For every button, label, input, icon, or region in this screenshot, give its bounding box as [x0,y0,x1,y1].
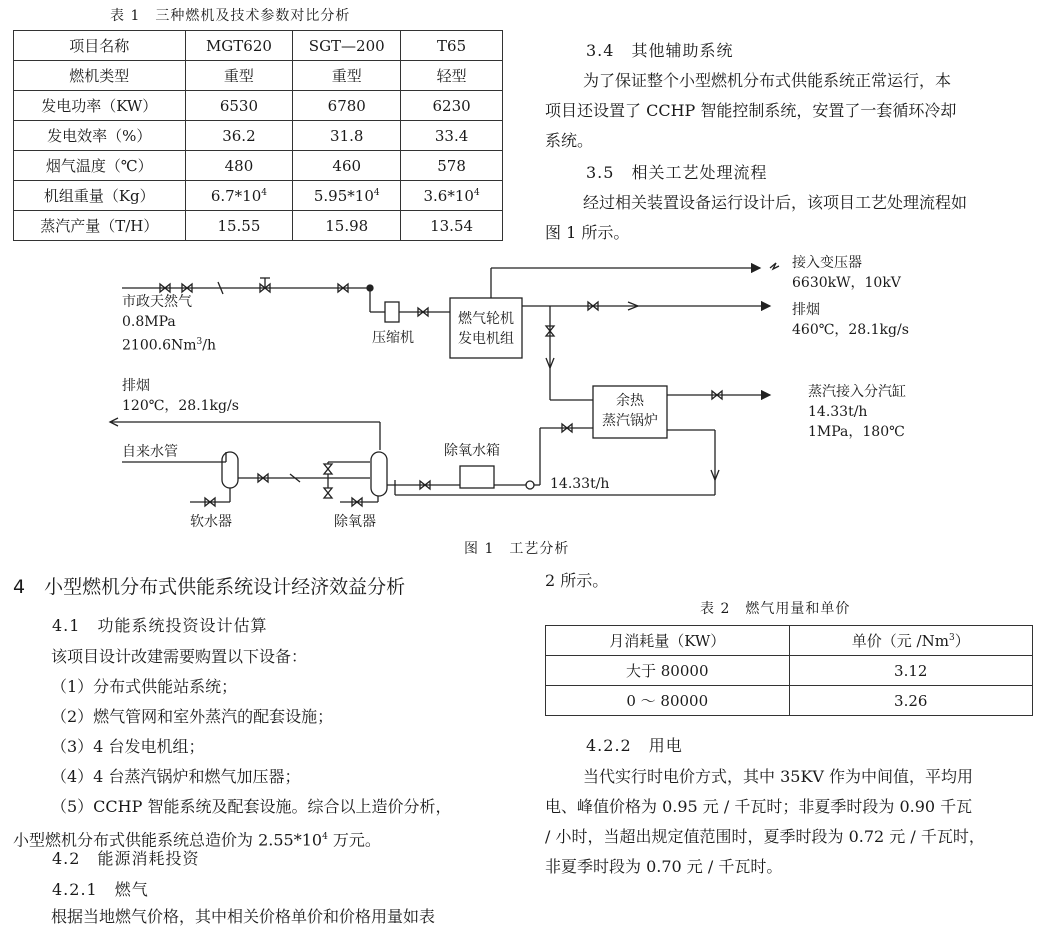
table1-header: MGT620 [185,31,293,61]
table-row [14,151,503,181]
pump-symbol [526,481,534,489]
list-item: （4）4 台蒸汽锅炉和燃气加压器； [51,767,301,786]
softener-label: 软水器 [190,514,232,530]
lightning-icon [770,263,779,269]
table-cell: 轻型 [401,61,503,91]
section-4-heading: 4 小型燃机分布式供能系统设计经济效益分析 [13,576,406,598]
table-cell: 13.54 [401,211,503,241]
table-cell: 重型 [293,61,401,91]
table1-header: 项目名称 [14,31,186,61]
table2-caption: 表 2 燃气用量和单价 [700,601,851,617]
figure-caption: 图 1 工艺分析 [464,541,570,557]
table-cell: $3.6*10^4$ [401,181,503,211]
table-cell: $6.7*10^4$ [185,181,293,211]
table-cell: 0 ～ 80000 [546,686,790,716]
table1-header: T65 [401,31,503,61]
table-row [14,181,503,211]
table-cell: 烟气温度（℃） [14,151,186,181]
section-4-1-body [13,642,523,855]
list-item: （3）4 台发电机组； [51,737,205,756]
table-cell: 33.4 [401,121,503,151]
table1 [13,30,503,241]
table-row [14,211,503,241]
paragraph-line: / 小时，当超出规定值范围时，夏季时段为 0.72 元 / 千瓦时， [545,827,985,846]
table-cell: 3.12 [789,656,1033,686]
table-cell: 重型 [185,61,293,91]
table-cell: 6530 [185,91,293,121]
section-4-1-title: 4.1 功能系统投资设计估算 [52,616,268,635]
table-row [546,656,1033,686]
table-cell: 460 [293,151,401,181]
deaerator-water-tank-symbol [460,466,494,488]
exhaust-label-1: 排烟 460℃，28.1kg/s [792,302,909,338]
exhaust-label-2: 排烟 120℃，28.1kg/s [122,378,239,414]
paragraph-line: 项目还设置了 CCHP 智能控制系统，安置了一套循环冷却 [545,101,957,120]
section-4-2-1-text: 根据当地燃气价格，其中相关价格单价和价格用量如表 [51,907,436,926]
table-row [14,91,503,121]
section-3-5-title: 3.5 相关工艺处理流程 [586,163,768,182]
table-cell: 3.26 [789,686,1033,716]
table-cell: 大于 80000 [546,656,790,686]
paragraph-line: 非夏季时段为 0.70 元 / 千瓦时。 [545,857,783,876]
continuation-text: 2 所示。 [545,571,609,590]
paragraph-line: 小型燃机分布式供能系统总造价为 $2.55*10^4$ 万元。 [13,830,381,850]
paragraph-line: 经过相关装置设备运行设计后，该项目工艺处理流程如 [583,193,968,212]
section-4-2-title: 4.2 能源消耗投资 [52,849,200,868]
softener-tank-symbol [222,452,238,488]
pump-flow-label: 14.33t/h [550,476,610,492]
table1-header: SGT—200 [293,31,401,61]
table-cell: 15.98 [293,211,401,241]
deaerator-label: 除氧器 [334,514,376,530]
section-3-4-body [545,66,1035,156]
deaerator-symbol [371,452,387,496]
list-item: （2）燃气管网和室外蒸汽的配套设施； [51,707,334,726]
table-cell: 36.2 [185,121,293,151]
valve-icon [324,464,332,474]
transformer-label: 接入变压器 6630kW，10kV [792,255,901,291]
table2 [545,625,1033,716]
table2-header: 单价（元 /Nm$^3$） [789,626,1033,656]
valve-icon [324,488,332,498]
turbine-label: 燃气轮机 发电机组 [458,311,514,347]
boiler-label: 余热 蒸汽锅炉 [602,393,658,429]
section-4-2-2-title: 4.2.2 用电 [586,736,683,755]
table-cell: 燃机类型 [14,61,186,91]
table-cell: 6780 [293,91,401,121]
table-cell: 发电效率（%） [14,121,186,151]
paragraph-line: 当代实行时电价方式，其中 35KV 作为中间值，平均用 [583,767,974,786]
section-3-4-title: 3.4 其他辅助系统 [586,41,734,60]
compressor-label: 压缩机 [372,330,414,346]
table-cell: 机组重量（Kg） [14,181,186,211]
steam-outlet-label: 蒸汽接入分汽缸 14.33t/h 1MPa，180℃ [808,384,906,440]
paragraph-line: 为了保证整个小型燃机分布式供能系统正常运行，本 [583,71,952,90]
table-cell: 蒸汽产量（T/H） [14,211,186,241]
table-row [546,686,1033,716]
water-pipe-label: 自来水管 [122,444,178,460]
paragraph-line: 电、峰值价格为 0.95 元 / 千瓦时；非夏季时段为 0.90 千瓦 [545,797,973,816]
deaerator-tank-label: 除氧水箱 [444,443,500,459]
list-item: （1）分布式供能站系统； [51,677,238,696]
natural-gas-label: 市政天然气 0.8MPa 2100.6Nm$^3$/h [122,294,216,354]
table-cell: 发电功率（KW） [14,91,186,121]
table2-header: 月消耗量（KW） [546,626,790,656]
table-cell: 480 [185,151,293,181]
table-cell: 6230 [401,91,503,121]
compressor-symbol [385,302,399,322]
paragraph-line: 系统。 [545,131,594,150]
section-4-2-2-body [545,762,1035,882]
table-cell: 578 [401,151,503,181]
table-cell: 15.55 [185,211,293,241]
section-4-2-1-title: 4.2.1 燃气 [52,880,149,899]
table1-header-row [14,31,503,61]
paragraph-line: 图 1 所示。 [545,223,630,242]
table-row [14,121,503,151]
table-cell: 31.8 [293,121,401,151]
paragraph-line: 该项目设计改建需要购置以下设备： [51,647,308,666]
table-row [14,61,503,91]
section-3-5-body [545,188,1035,248]
table2-header-row [546,626,1033,656]
table-cell: $5.95*10^4$ [293,181,401,211]
list-item: （5）CCHP 智能系统及配套设施。综合以上造价分析， [51,797,452,816]
table1-caption: 表 1 三种燃机及技术参数对比分析 [110,8,351,24]
